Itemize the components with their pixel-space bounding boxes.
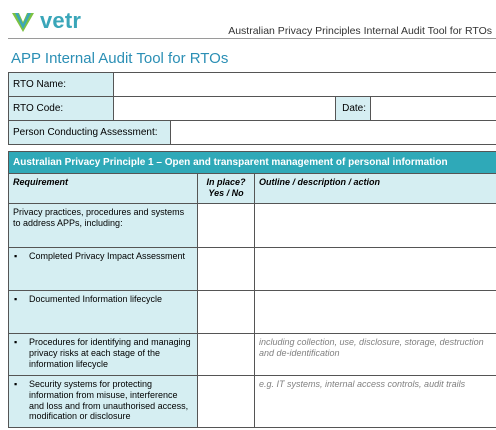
- requirement-text: Procedures for identifying and managing privacy risks at each stage of the information lifecycle: [29, 337, 191, 369]
- document-title: APP Internal Audit Tool for RTOs: [11, 50, 229, 67]
- outline-header: Outline / description / action: [255, 174, 496, 204]
- table-row: [9, 204, 496, 248]
- requirement-cell: [9, 291, 198, 334]
- requirement-cell: [9, 204, 198, 248]
- table-row: [9, 376, 496, 428]
- requirement-cell: [9, 376, 198, 428]
- outline-note: including collection, use, disclosure, storage, destruction and de-identification: [259, 337, 484, 358]
- requirement-cell: [9, 248, 198, 291]
- requirement-text: Privacy practices, procedures and systems to address APPs, including:: [13, 207, 185, 228]
- in-place-cell[interactable]: [198, 204, 255, 248]
- table-row: [9, 291, 496, 334]
- header-title: Australian Privacy Principles Internal Audit Tool for RTOs: [228, 25, 492, 37]
- vetr-chevron-logo-icon: [10, 8, 36, 34]
- outline-cell[interactable]: [255, 204, 496, 248]
- bullet-icon: ▪: [14, 294, 18, 304]
- outline-note: e.g. IT systems, internal access controls, audit trails: [259, 379, 466, 389]
- column-header-row: [9, 174, 496, 204]
- person-label: Person Conducting Assessment:: [9, 121, 171, 145]
- principle-banner-row: [9, 152, 496, 174]
- rto-info-table: [8, 72, 496, 121]
- rto-name-field[interactable]: [114, 73, 496, 97]
- requirement-text: Documented Information lifecycle: [29, 294, 163, 304]
- outline-cell[interactable]: [255, 376, 496, 428]
- bullet-icon: ▪: [14, 337, 18, 347]
- requirement-text: Completed Privacy Impact Assessment: [29, 251, 186, 261]
- logo-text: vetr: [40, 8, 82, 33]
- bullet-icon: ▪: [14, 379, 18, 389]
- rto-name-row: [9, 73, 496, 97]
- table-row: [9, 248, 496, 291]
- rto-code-field[interactable]: [114, 97, 336, 121]
- bullet-icon: ▪: [14, 251, 18, 261]
- date-label: Date:: [336, 97, 371, 121]
- date-field[interactable]: [371, 97, 496, 121]
- in-place-cell[interactable]: [198, 376, 255, 428]
- in-place-cell[interactable]: [198, 291, 255, 334]
- rto-code-row: [9, 97, 496, 121]
- assessor-row: [9, 121, 496, 145]
- in-place-cell[interactable]: [198, 248, 255, 291]
- rto-code-label: RTO Code:: [9, 97, 114, 121]
- requirement-text: Security systems for protecting information from misuse, interference and loss and from unauthorised access, modification or disclosure: [29, 379, 189, 422]
- requirement-cell: [9, 334, 198, 376]
- rto-name-label: RTO Name:: [9, 73, 114, 97]
- app1-table: [8, 151, 496, 428]
- requirement-header: Requirement: [9, 174, 198, 204]
- in-place-cell[interactable]: [198, 334, 255, 376]
- in-place-header: In place? Yes / No: [198, 174, 255, 204]
- assessor-table: [8, 120, 496, 145]
- outline-cell[interactable]: [255, 248, 496, 291]
- header-divider: [8, 38, 496, 39]
- outline-cell[interactable]: [255, 334, 496, 376]
- principle-banner: Australian Privacy Principle 1 – Open and transparent management of personal information: [9, 152, 496, 174]
- table-row: [9, 334, 496, 376]
- vetr-logo: [10, 8, 81, 34]
- person-field[interactable]: [171, 121, 496, 145]
- outline-cell[interactable]: [255, 291, 496, 334]
